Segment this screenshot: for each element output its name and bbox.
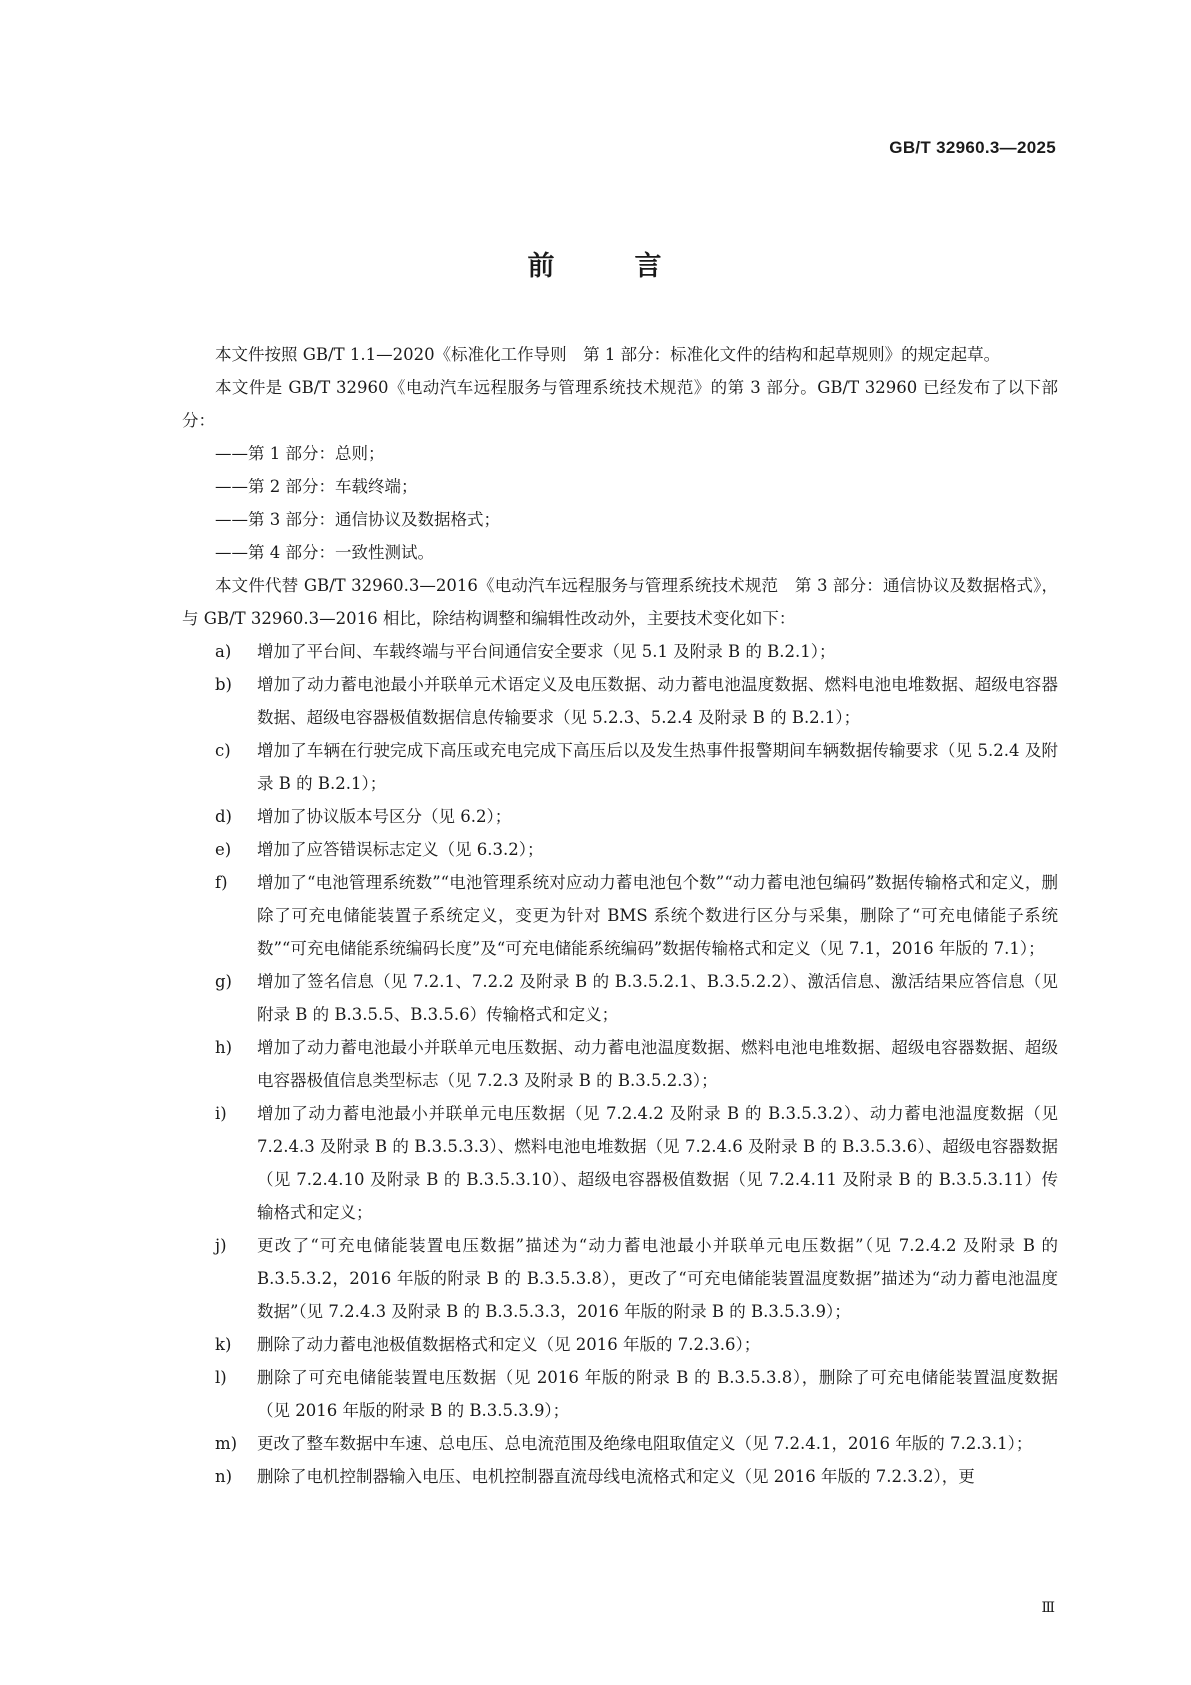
change-label: a) xyxy=(215,642,232,661)
change-text: 删除了电机控制器输入电压、电机控制器直流母线电流格式和定义（见 2016 年版的 7.2.3.2），更 xyxy=(257,1467,975,1486)
standard-number: GB/T 32960.3—2025 xyxy=(889,138,1056,157)
page-number: Ⅲ xyxy=(1041,1600,1055,1616)
change-label: d) xyxy=(215,807,232,826)
part-item: ——第 2 部分：车载终端； xyxy=(215,477,418,496)
part-item: ——第 3 部分：通信协议及数据格式； xyxy=(215,510,500,529)
change-label: g) xyxy=(215,972,232,991)
change-item xyxy=(182,635,1058,668)
change-label: b) xyxy=(215,675,232,694)
change-item xyxy=(182,866,1058,965)
change-label: e) xyxy=(215,840,232,859)
change-label: m) xyxy=(215,1434,238,1453)
change-item xyxy=(182,800,1058,833)
change-text: 增加了动力蓄电池最小并联单元电压数据、动力蓄电池温度数据、燃料电池电堆数据、超级电容器数据、超级电容器极值信息类型标志（见 7.2.3 及附录 B 的 B.3.5.2.3）； xyxy=(257,1038,1058,1090)
change-item xyxy=(182,1361,1058,1427)
document-body xyxy=(182,338,1058,1493)
change-text: 删除了动力蓄电池极值数据格式和定义（见 2016 年版的 7.2.3.6）； xyxy=(257,1335,761,1354)
change-item xyxy=(182,1427,1058,1460)
change-label: l) xyxy=(215,1368,227,1387)
change-text: 增加了动力蓄电池最小并联单元术语定义及电压数据、动力蓄电池温度数据、燃料电池电堆数据、超级电容器数据、超级电容器极值数据信息传输要求（见 5.2.3、5.2.4 及附录 B 的 B.2.1）； xyxy=(257,675,1058,727)
change-text: 增加了签名信息（见 7.2.1、7.2.2 及附录 B 的 B.3.5.2.1、B.3.5.2.2）、激活信息、激活结果应答信息（见附录 B 的 B.3.5.5、B.3.5.6）传输格式和定义； xyxy=(257,972,1058,1024)
change-text: 更改了整车数据中车速、总电压、总电流范围及绝缘电阻取值定义（见 7.2.4.1，2016 年版的 7.2.3.1）； xyxy=(257,1434,1033,1453)
change-label: f) xyxy=(215,873,228,892)
title-char-1: 前 xyxy=(527,251,557,282)
change-item xyxy=(182,1328,1058,1361)
change-item xyxy=(182,1229,1058,1328)
change-item xyxy=(182,734,1058,800)
change-item xyxy=(182,1031,1058,1097)
change-text: 增加了动力蓄电池最小并联单元电压数据（见 7.2.4.2 及附录 B 的 B.3.5.3.2）、动力蓄电池温度数据（见 7.2.4.3 及附录 B 的 B.3.5.3.3）、燃料电池电堆数据（见 7.2.4.6 及附录 B 的 B.3.5.3.6）、超级电容器数据（见 7.2.4.10 及附录 B 的 B.3.5.3.10）、超级电容器极值数据（见 7.2.4.11 及附录 B 的 B.3.5.3.11）传输格式和定义； xyxy=(257,1104,1058,1222)
change-item xyxy=(182,1097,1058,1229)
intro-paragraph: 本文件按照 GB/T 1.1—2020《标准化工作导则 第 1 部分：标准化文件的结构和起草规则》的规定起草。 xyxy=(215,345,1001,364)
change-label: k) xyxy=(215,1335,232,1354)
change-label: h) xyxy=(215,1038,233,1057)
change-text: 删除了可充电储能装置电压数据（见 2016 年版的附录 B 的 B.3.5.3.8），删除了可充电储能装置温度数据（见 2016 年版的附录 B 的 B.3.5.3.9）； xyxy=(257,1368,1058,1420)
change-text: 增加了应答错误标志定义（见 6.3.2）； xyxy=(257,840,544,859)
change-item xyxy=(182,1460,1058,1493)
change-item xyxy=(182,965,1058,1031)
change-label: c) xyxy=(215,741,231,760)
change-text: 增加了车辆在行驶完成下高压或充电完成下高压后以及发生热事件报警期间车辆数据传输要求（见 5.2.4 及附录 B 的 B.2.1）； xyxy=(257,741,1058,793)
title-char-2: 言 xyxy=(634,251,664,282)
page-title xyxy=(0,244,1191,283)
change-item xyxy=(182,668,1058,734)
replace-paragraph: 本文件代替 GB/T 32960.3—2016《电动汽车远程服务与管理系统技术规范 第 3 部分：通信协议及数据格式》，与 GB/T 32960.3—2016 相比，除结构调整和编辑性改动外，主要技术变化如下： xyxy=(182,576,1058,628)
change-text: 增加了协议版本号区分（见 6.2）； xyxy=(257,807,512,826)
change-label: n) xyxy=(215,1467,233,1486)
change-label: i) xyxy=(215,1104,227,1123)
part-item: ——第 1 部分：总则； xyxy=(215,444,385,463)
part-item: ——第 4 部分：一致性测试。 xyxy=(215,543,434,562)
change-item xyxy=(182,833,1058,866)
series-paragraph: 本文件是 GB/T 32960《电动汽车远程服务与管理系统技术规范》的第 3 部分。GB/T 32960 已经发布了以下部分： xyxy=(182,378,1058,430)
change-label: j) xyxy=(215,1236,227,1255)
change-text: 增加了平台间、车载终端与平台间通信安全要求（见 5.1 及附录 B 的 B.2.1）； xyxy=(257,642,836,661)
change-text: 更改了“可充电储能装置电压数据”描述为“动力蓄电池最小并联单元电压数据”（见 7.2.4.2 及附录 B 的 B.3.5.3.2，2016 年版的附录 B 的 B.3.5.3.8），更改了“可充电储能装置温度数据”描述为“动力蓄电池温度数据”（见 7.2.4.3 及附录 B 的 B.3.5.3.3，2016 年版的附录 B 的 B.3.5.3.9）； xyxy=(257,1236,1058,1321)
change-text: 增加了“电池管理系统数”“电池管理系统对应动力蓄电池包个数”“动力蓄电池包编码”数据传输格式和定义，删除了可充电储能装置子系统定义，变更为针对 BMS 系统个数进行区分与采集，删除了“可充电储能子系统数”“可充电储能系统编码长度”及“可充电储能系统编码”数据传输格式和定义（见 7.1，2016 年版的 7.1）； xyxy=(257,873,1058,958)
